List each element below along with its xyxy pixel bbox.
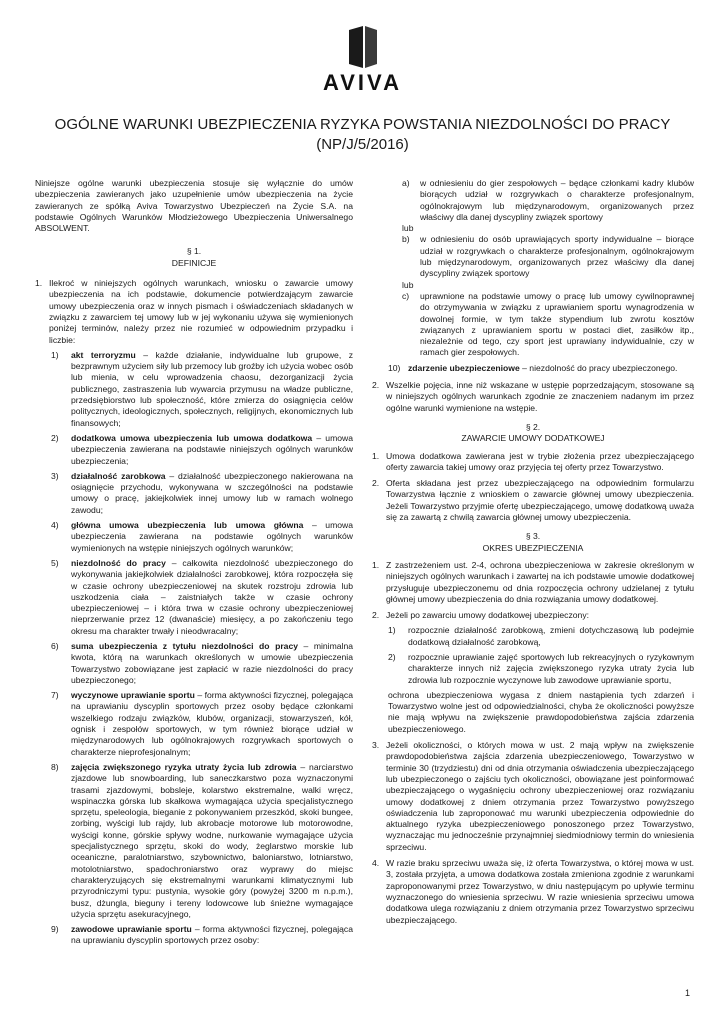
definition-text: – minimalna kwota, którą na warunkach określonych w umowie ubezpieczenia Towarzystwo zobowiązane jest zapłacić w razie niezdolności do pracy ubezpieczonego; <box>71 640 354 685</box>
definition-term: akt terroryzmu <box>71 349 136 360</box>
definition-item <box>51 558 353 637</box>
paragraph-text: Ilekroć w niniejszych ogólnych warunkach, wniosku o zawarcie umowy ubezpieczenia na ich podstawie, dokumencie potwierdzającym zawarcie umowy ubezpieczenia oraz w innych pismach i oświadczeniach składanych w związku z zawarciem tej umowy lub w jej wykonaniu używa się wymienionych poniżej terminów, należy przez nie rozumieć w odpowiednim przypadku i liczbie: <box>49 278 353 345</box>
definition-term: działalność zarobkowa <box>71 470 166 481</box>
definition-number: 1) <box>51 349 59 360</box>
title-line-2: (NP/J/5/2016) <box>316 136 409 153</box>
definition-number: 3) <box>51 470 59 481</box>
sub-item-text: rozpocznie działalność zarobkową, zmieni dotychczasową lub podejmie dodatkową działalność zarobkową, <box>408 625 694 647</box>
definition-term: zajęcia zwiększonego ryzyka utraty życia lub zdrowia <box>71 761 297 772</box>
sub-item <box>388 625 694 648</box>
paragraph-text: Z zastrzeżeniem ust. 2-4, ochrona ubezpieczeniowa w zakresie określonym w niniejszych ogólnych warunkach i zawartej na ich podstawie umowie dodatkowej przysługuje ubezpieczonemu od dnia rozpoczęcia ochrony udzielanej z tytułu głównej umowy ubezpieczenia do dnia rozwiązania umowy dodatkowej. <box>386 559 694 604</box>
letter-text: w odniesieniu do osób uprawiających sporty indywidualne – biorące udział w rozgrywkach o charakterze profesjonalnym, ogólnokrajowym lub międzynarodowym, organizowanych przez właściwy dla danej dyscypliny związek sportowy <box>420 234 694 279</box>
paragraph-text: Jeżeli okoliczności, o których mowa w ust. 2 mają wpływ na zwiększenie prawdopodobieństwa zajścia zdarzenia ubezpieczeniowego, Towarzystwo w terminie 30 (trzydziestu) dni od dnia otrzymania oświadczenia ubezpieczającego lub ubezpieczonego o zajściu tych okoliczności, obowiązane jest poinformować ubezpieczającego o wygaśnięciu ochrony ubezpieczeniowej oraz rozwiązaniu umowy dodatkowej z dniem otrzymania przez Towarzystwo powyższego oświadczenia lub zaproponować mu warunki ubezpieczenia odpowiednie do aktualnego ryzyka ubezpieczeniowego ponoszonego przez Towarzystwo, wyznaczając mu jednocześnie przynajmniej siedmiodniowy termin do wniesienia sprzeciwu. <box>386 740 694 852</box>
definition-text: – forma aktywności fizycznej, polegająca na uprawianiu dyscyplin sportowych przez osoby: <box>71 924 354 946</box>
letter-item <box>402 291 694 359</box>
definition-number: 8) <box>51 761 59 772</box>
sec3-paragraph-1 <box>372 560 694 605</box>
definition-number: 9) <box>51 924 59 935</box>
sub-item <box>388 652 694 686</box>
section-3-title: OKRES UBEZPIECZENIA <box>482 542 584 553</box>
definition-number: 6) <box>51 640 59 651</box>
paragraph-number: 2. <box>372 610 380 621</box>
definition-term: niezdolność do pracy <box>71 557 166 568</box>
right-column <box>372 178 694 926</box>
sub-item-number: 1) <box>388 625 396 636</box>
definition-term: główna umowa ubezpieczenia lub umowa główna <box>71 520 304 531</box>
definition-item <box>51 762 353 920</box>
definition-number: 5) <box>51 557 59 568</box>
sec3-paragraph-2-tail: ochrona ubezpieczeniowa wygasa z dniem nastąpienia tych zdarzeń i Towarzystwo wolne jest od odpowiedzialności, chyba że okoliczności powyższe nie mają wpływu na zwiększenie prawdopodobieństwa zajścia zdarzenia ubezpieczeniowego. <box>388 689 694 734</box>
paragraph-text: Wszelkie pojęcia, inne niż wskazane w ustępie poprzedzającym, stosowane są w niniejszych ogólnych warunkach zgodnie ze znaczeniem nadanym im przez ogólne warunki wymienione na wstępie. <box>386 380 694 413</box>
definition-term: wyczynowe uprawianie sportu <box>71 690 195 701</box>
section-2-title: ZAWARCIE UMOWY DODATKOWEJ <box>461 433 605 444</box>
definition-text: – działalność ubezpieczonego nakierowana na osiągnięcie przychodu, wykonywana w szczególności na podstawie umowy o pracę, jakiejkolwiek innej umowy lub w ramach wolnego zawodu; <box>71 470 353 515</box>
letter-label: b) <box>402 234 410 245</box>
sec3-paragraph-3 <box>372 740 694 853</box>
paragraph-number: 1. <box>372 559 380 570</box>
definition-item <box>51 641 353 686</box>
section-1-title: DEFINICJE <box>171 257 217 268</box>
definition-item <box>51 471 353 516</box>
left-column <box>35 178 353 947</box>
paragraph-number: 2. <box>372 478 380 489</box>
definition-item <box>51 433 353 467</box>
paragraph-text: W razie braku sprzeciwu uważa się, iż oferta Towarzystwa, o której mowa w ust. 3, została przyjęta, a umowa dodatkowa została zmieniona zgodnie z warunkami zaproponowanymi przez Towarzystwo, w dniu następującym po upływie terminu wyznaczonego do wniesienia sprzeciwu. W razie wniesienia sprzeciwu umowa dodatkowa ulega rozwiązaniu z dniem otrzymania przez Towarzystwo sprzeciwu ubezpieczającego. <box>386 858 694 925</box>
definition-term: zdarzenie ubezpieczeniowe <box>408 362 520 373</box>
definition-text: – każde działanie, indywidualne lub grupowe, z bezprawnym użyciem siły lub przemocy lub groźby ich użycia wobec osób lub mienia, w celu wprowadzenia chaosu, dezorganizacji życia publicznego, zastraszenia lub wywarcia przymusu na władze publiczne, przedsiębiorstwo lub społeczność, które zmierza do osiągnięcia celów politycznych, ideologicznych, społecznych, religijnych, ekonomicznych lub finansowych; <box>71 349 353 428</box>
definition-number: 7) <box>51 690 59 701</box>
definition-number: 4) <box>51 520 59 531</box>
brand-logo <box>0 26 725 96</box>
letter-label: a) <box>402 178 410 188</box>
definition-text: – niezdolność do pracy ubezpieczonego. <box>519 362 678 373</box>
paragraph-number: 2. <box>372 380 380 391</box>
definition-term: dodatkowa umowa ubezpieczenia lub umowa dodatkowa <box>71 432 313 443</box>
intro-paragraph: Niniejsze ogólne warunki ubezpieczenia stosuje się wyłącznie do umów ubezpieczenia zawieranych jako uzupełnienie umów ubezpieczenia na życie zawieranych ze spółką Aviva Towarzystwo Ubezpieczeń na Życie S.A. na podstawie Ogólnych Warunków Młodzieżowego Ubezpieczenia Uniwersalnego ABSOLWENT. <box>35 178 353 234</box>
sec3-paragraph-4 <box>372 858 694 926</box>
definition-text: – całkowita niezdolność ubezpieczonego do wykonywania jakiejkolwiek działalności zarobkowej, która rozpoczęła się w czasie ochrony ubezpieczeniowej na skutek rozstroju zdrowia lub uszkodzenia ciała – zaistniałych także w czasie ochrony ubezpieczeniowej – i która trwa w czasie ochrony ubezpieczeniowej nieprzerwanie przez 12 (dwanaście) miesięcy, a po zakończeniu tego okresu ma charakter trwały i nieodwracalny; <box>71 557 353 636</box>
definition-text: – narciarstwo zjazdowe lub snowboarding, lub saneczkarstwo poza wyznaczonymi trasami zjazdowymi, bobsleje, kolarstwo ekstremalne, walki wręcz, wspinaczka górska lub skałkowa wymagająca użycia specjalistycznego sprzętu, speleologia, bieganie z pokonywaniem przeszkód, skoki bungee, zorbing, wyścigi lub rajdy, lub akrobacje motorowe lub motorowodne, wyścigi konne, górskie spływy wodne, nurkowanie wymagające użycia specjalistycznego sprzętu, skoki do wody, żeglarstwo morskie lub oceaniczne, paralotniarstwo, szybownictwo, baloniarstwo, lotniarstwo, motolotniarstwo, spadochroniarstwo oraz wyprawy do miejsc charakteryzujących się ekstremalnymi warunkami klimatycznymi lub przyrodniczymi typu: pustynia, wysokie góry (powyżej 3200 m n.p.m.), busz, dżungla, bieguny i tereny lodowcowe lub śnieżne wymagające użycia sprzętu asekuracyjnego, <box>71 761 353 919</box>
sec1-paragraph-1 <box>35 278 353 346</box>
definition-item <box>51 520 353 554</box>
paragraph-number: 1. <box>35 278 43 289</box>
definition-text: – forma aktywności fizycznej, polegająca na uprawianiu dyscyplin sportowych przez osoby będące członkami wszelkiego rodzaju związków, klubów, organizacji, stowarzyszeń, kół, ognisk i zespołów sportowych, w tym również biorące udział w międzynarodowych lub ogólnokrajowych rozgrywkach sportowych o charakterze nieprofesjonalnym; <box>71 690 354 757</box>
sec3-paragraph-2 <box>372 610 694 621</box>
letter-label: c) <box>402 290 410 301</box>
brand-name: AVIVA <box>323 70 402 95</box>
section-1-number: § 1. <box>186 246 202 257</box>
sub-item-number: 2) <box>388 651 396 662</box>
definition-item <box>388 363 694 374</box>
definition-number: 2) <box>51 432 59 443</box>
paragraph-text: Jeżeli po zawarciu umowy dodatkowej ubezpieczony: <box>386 610 590 621</box>
title-line-1: OGÓLNE WARUNKI UBEZPIECZENIA RYZYKA POWSTANIA NIEZDOLNOŚCI DO PRACY <box>54 116 671 133</box>
sec2-paragraph-2 <box>372 478 694 523</box>
paragraph-number: 3. <box>372 740 380 751</box>
paragraph-number: 1. <box>372 450 380 461</box>
aviva-logo-icon <box>343 26 383 68</box>
paragraph-number: 4. <box>372 858 380 869</box>
page-number: 1 <box>685 988 691 998</box>
paragraph-text: Umowa dodatkowa zawierana jest w trybie złożenia przez ubezpieczającego oferty zawarcia takiej umowy oraz przyjęcia tej oferty przez Towarzystwo. <box>386 450 694 472</box>
definition-item <box>51 924 353 947</box>
definition-text: – umowa ubezpieczenia zawierana na podstawie niniejszych ogólnych warunków ubezpieczenia; <box>71 432 354 466</box>
letter-text: uprawnione na podstawie umowy o pracę lub umowy cywilnoprawnej do otrzymywania w związku z uprawianiem sportu wynagrodzenia w dowolnej formie, w tym także stypendium lub zwrotu kosztów związanych z uprawianiem sportu w postaci diet, zasiłków itp., niezależnie od tego, czy sport jest uprawiany indywidualnie, czy w ramach gier zespołowych. <box>420 290 694 358</box>
sec1-paragraph-2 <box>372 380 694 414</box>
definition-number: 10) <box>388 362 401 373</box>
lub-connector: lub <box>402 279 414 290</box>
sub-item-text: rozpocznie uprawianie zajęć sportowych lub rekreacyjnych o ryzykownym charakterze innych niż zajęcia zwiększonego ryzyka utraty życia lub zdrowia lub rozpocznie wyczynowe lub zawodowe uprawianie sportu, <box>408 651 694 685</box>
lub-connector: lub <box>402 223 414 234</box>
definition-term: zawodowe uprawianie sportu <box>71 924 192 935</box>
letter-text: w odniesieniu do gier zespołowych – będące członkami kadry klubów biorących udział w rozgrywkach o charakterze profesjonalnym, ogólnokrajowym lub międzynarodowym, organizowanych przez właściwy dla danej dyscypliny związek sportowy <box>420 178 694 222</box>
letter-item <box>402 178 694 223</box>
section-3-number: § 3. <box>525 531 541 542</box>
definition-item <box>51 690 353 758</box>
document-title <box>0 115 725 155</box>
letter-item <box>402 234 694 279</box>
definition-item <box>51 350 353 429</box>
paragraph-text: Oferta składana jest przez ubezpieczającego na odpowiednim formularzu Towarzystwa łącznie z wnioskiem o zawarcie głównej umowy ubezpieczenia. Jeżeli Towarzystwo przyjmie ofertę ubezpieczającego, umowę dodatkową uważa się za zawartą z chwilą zawarcia głównej umowy ubezpieczenia. <box>386 478 694 523</box>
definition-term: suma ubezpieczenia z tytułu niezdolności do pracy <box>71 640 299 651</box>
definition-text: – umowa ubezpieczenia zawierana na podstawie ogólnych warunków wymienionych na wstępie niniejszych ogólnych warunków; <box>71 520 354 553</box>
sec2-paragraph-1 <box>372 451 694 474</box>
section-2-number: § 2. <box>525 421 541 432</box>
